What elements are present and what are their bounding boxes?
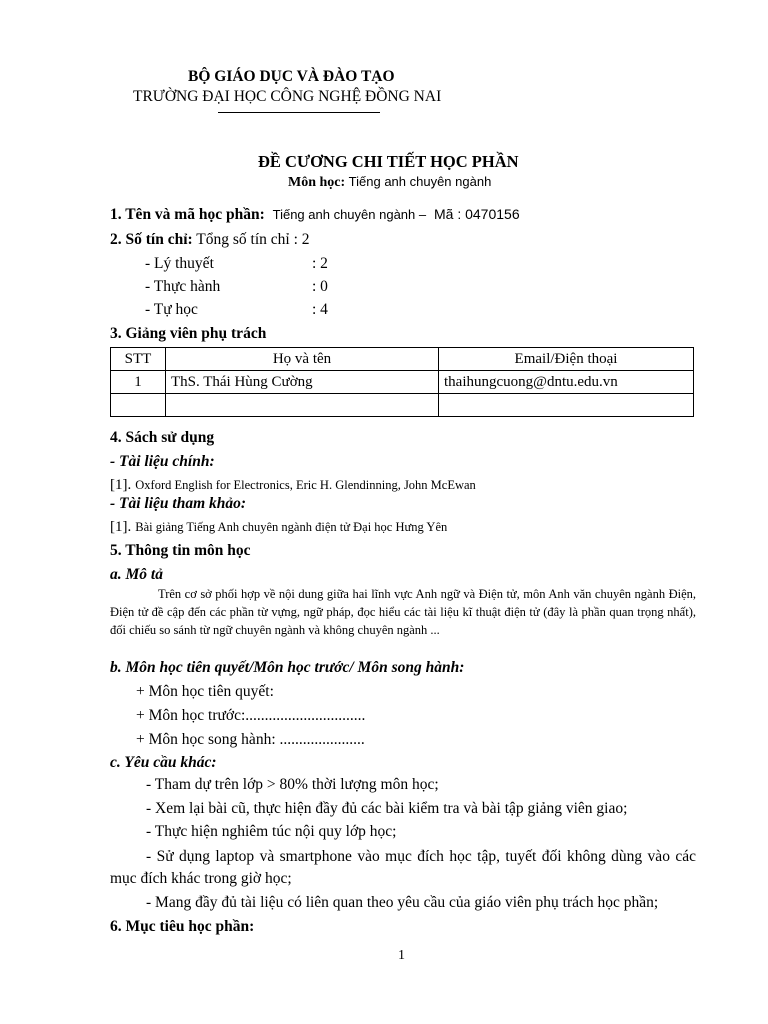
table-header-cell: STT	[111, 348, 166, 371]
table-cell: thaihungcuong@dntu.edu.vn	[439, 371, 694, 394]
main-reference-text: Oxford English for Electronics, Eric H. Glendinning, John McEwan	[135, 478, 476, 492]
main-reference-number: [1].	[110, 477, 132, 493]
list-item: - Mang đầy đủ tài liệu có liên quan theo yêu cầu của giáo viên phụ trách học phần;	[146, 894, 659, 911]
course-name: Tiếng anh chuyên ngành –	[272, 207, 427, 222]
list-item: + Môn học tiên quyết:	[136, 683, 274, 700]
list-item: - Sử dụng laptop và smartphone vào mục đích học tập, tuyết đối không dùng vào các mục đích khác trong giờ học;	[110, 848, 696, 887]
table-header-cell: Email/Điện thoại	[439, 348, 694, 371]
section-4-label: 4. Sách sử dụng	[110, 429, 215, 446]
credits-total: Tổng số tín chỉ : 2	[196, 231, 310, 248]
reference-item	[110, 518, 447, 536]
reference-number: [1].	[110, 519, 132, 535]
section-3-label: 3. Giảng viên phụ trách	[110, 325, 267, 342]
main-materials-label: - Tài liệu chính:	[110, 453, 215, 470]
list-item: - Thực hiện nghiêm túc nội quy lớp học;	[146, 823, 397, 840]
section-2-label: 2. Số tín chỉ:	[110, 231, 193, 248]
page-number: 1	[398, 948, 405, 963]
credits-practice-label: - Thực hành	[145, 278, 221, 295]
list-item: - Tham dự trên lớp > 80% thời lượng môn học;	[146, 776, 439, 793]
credits-self-study-label: - Tự học	[145, 301, 198, 318]
reference-text: Bài giảng Tiếng Anh chuyên ngành điện tử Đại học Hưng Yên	[135, 520, 448, 534]
subject-value: Tiếng anh chuyên ngành	[348, 174, 492, 189]
table-row	[111, 371, 694, 394]
table-row	[111, 394, 694, 417]
section-2	[110, 231, 310, 249]
prerequisite-label: b. Môn học tiên quyết/Môn học trước/ Môn song hành:	[110, 659, 465, 676]
credits-theory-label: - Lý thuyết	[145, 255, 214, 272]
subject-line	[288, 174, 491, 191]
table-header-row	[111, 348, 694, 371]
university-name: TRƯỜNG ĐẠI HỌC CÔNG NGHỆ ĐỒNG NAI	[133, 88, 442, 105]
table-cell	[111, 394, 166, 417]
section-6-label: 6. Mục tiêu học phần:	[110, 918, 255, 935]
section-5-label: 5. Thông tin môn học	[110, 542, 251, 559]
credits-practice-value: : 0	[312, 278, 328, 295]
list-item: - Xem lại bài cũ, thực hiện đầy đủ các bài kiểm tra và bài tập giảng viên giao;	[146, 800, 628, 817]
other-requirements-label: c. Yêu cầu khác:	[110, 754, 217, 771]
table-cell	[166, 394, 439, 417]
subject-label: Môn học:	[288, 175, 346, 190]
credits-theory-value: : 2	[312, 255, 328, 272]
course-code: Mã : 0470156	[433, 206, 520, 222]
document-title: ĐỀ CƯƠNG CHI TIẾT HỌC PHẦN	[258, 152, 519, 171]
header-underline	[218, 112, 380, 113]
reference-materials-label: - Tài liệu tham khảo:	[110, 495, 247, 512]
course-description: Trên cơ sở phối hợp về nội dung giữa hai lĩnh vực Anh ngữ và Điện tử, môn Anh văn chuyên ngành Điện, Điện tử đề cập đến các phần từ vựng, ngữ pháp, đọc hiểu các tài liệu kĩ thuật điện tử (đây là phần quan trọng nhất), đối chiếu so sánh từ ngữ chuyên ngành và không chuyên ngành ...	[110, 587, 696, 637]
credits-self-study-value: : 4	[312, 301, 328, 318]
description-label: a. Mô tả	[110, 566, 163, 583]
table-header-cell: Họ và tên	[166, 348, 439, 371]
list-item: + Môn học song hành: ......................	[136, 731, 365, 748]
main-reference	[110, 476, 476, 494]
table-cell: 1	[111, 371, 166, 394]
section-1	[110, 206, 520, 224]
ministry-name: BỘ GIÁO DỤC VÀ ĐÀO TẠO	[188, 68, 395, 85]
list-item: + Môn học trước:...............................	[136, 707, 366, 724]
section-1-label: 1. Tên và mã học phần:	[110, 206, 265, 223]
table-cell	[439, 394, 694, 417]
lecturer-table	[110, 347, 694, 417]
table-cell: ThS. Thái Hùng Cường	[166, 371, 439, 394]
